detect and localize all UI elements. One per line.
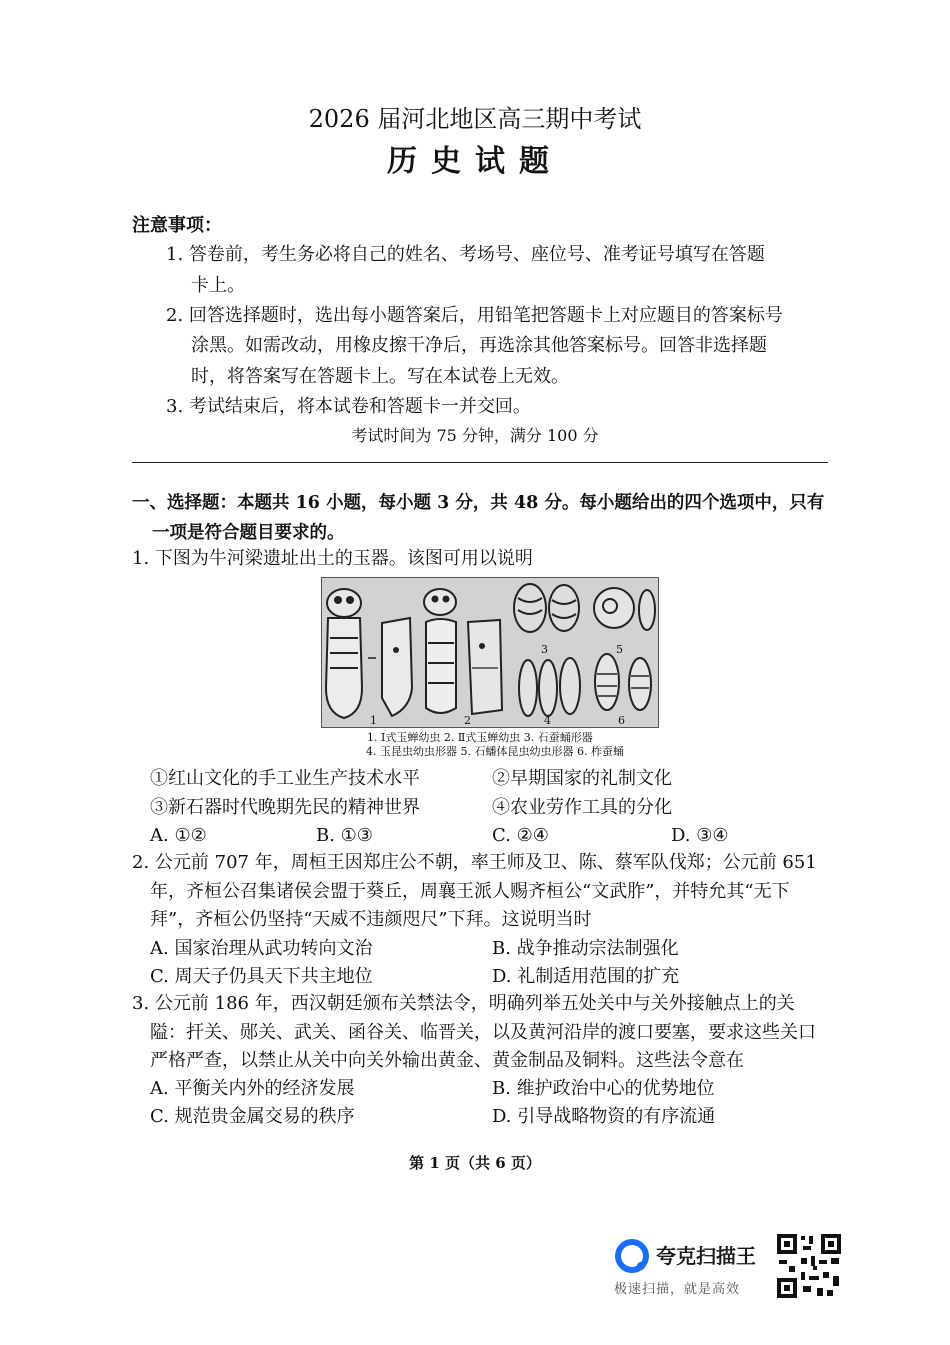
q1-statement: ③新石器时代晚期先民的精神世界 [150,797,420,818]
figure-caption: 4. 玉昆虫幼虫形器 5. 石蟠体昆虫幼虫形器 6. 柞蚕蛹 [366,745,624,758]
q3-stem-line: 严格严查，以禁止从关中向关外输出黄金、黄金制品及铜料。这些法令意在 [150,1050,744,1071]
notice-line: 1. 答卷前，考生务必将自己的姓名、考场号、座位号、准考证号填写在答题 [166,244,765,265]
q2-stem-line: 年，齐桓公召集诸侯会盟于葵丘，周襄王派人赐齐桓公“文武胙”，并特允其“无下 [150,881,790,902]
quark-logo-icon [614,1238,650,1274]
figure-caption: 1. Ⅰ式玉蝉幼虫 2. Ⅱ式玉蝉幼虫 3. 石蚕蛹形器 [367,731,593,744]
figure-number: 2 [464,714,471,727]
subject-title: 历史试题 [387,144,563,179]
divider [132,462,828,463]
notice-heading: 注意事项： [132,215,222,236]
figure-number: 5 [616,643,623,656]
section-heading: 一项是符合题目要求的。 [152,523,345,543]
figure-number: 3 [541,643,548,656]
jade-artifacts-illustration [322,578,658,727]
notice-line: 时，将答案写在答题卡上。写在本试卷上无效。 [191,366,569,387]
figure-number: 6 [618,714,625,727]
q2-stem-line: 拜”，齐桓公仍坚持“天威不违颜咫尺”下拜。这说明当时 [150,909,592,930]
q1-option-c: C. ②④ [492,825,549,846]
notice-line: 3. 考试结束后，将本试卷和答题卡一并交回。 [166,396,531,417]
notice-line: 卡上。 [191,275,245,296]
q1-statement: ④农业劳作工具的分化 [492,797,672,818]
jade-artifacts-figure [321,577,659,728]
q1-statement: ①红山文化的手工业生产技术水平 [150,768,420,789]
q3-option-a: A. 平衡关内外的经济发展 [150,1078,355,1099]
q3-option-c: C. 规范贵金属交易的秩序 [150,1106,355,1127]
q2-option-c: C. 周天子仍具天下共主地位 [150,966,373,987]
figure-number: 4 [544,714,551,727]
q2-option-d: D. 礼制适用范围的扩充 [492,966,680,987]
q1-option-a: A. ①② [150,825,207,846]
brand-name: 夸克扫描王 [656,1244,756,1268]
exam-title: 2026 届河北地区高三期中考试 [308,105,642,133]
q1-statement: ②早期国家的礼制文化 [492,768,672,789]
q3-option-d: D. 引导战略物资的有序流通 [492,1106,716,1127]
notice-line: 涂黑。如需改动，用橡皮擦干净后，再选涂其他答案标号。回答非选择题 [191,335,767,356]
section-heading: 一、选择题：本题共 16 小题，每小题 3 分，共 48 分。每小题给出的四个选项中，只有 [132,493,825,513]
qr-code-icon [775,1232,843,1300]
q2-option-b: B. 战争推动宗法制强化 [492,938,679,959]
q3-option-b: B. 维护政治中心的优势地位 [492,1078,715,1099]
notice-line: 2. 回答选择题时，选出每小题答案后，用铅笔把答题卡上对应题目的答案标号 [166,305,783,326]
q1-stem: 1. 下图为牛河梁遗址出土的玉器。该图可用以说明 [132,548,533,569]
page-number: 第 1 页（共 6 页） [409,1154,541,1172]
figure-number: 1 [370,714,377,727]
q2-stem-line: 2. 公元前 707 年，周桓王因郑庄公不朝，率王师及卫、陈、蔡军队伐郑；公元前 651 [132,852,817,873]
q1-option-d: D. ③④ [671,825,729,846]
brand-slogan: 极速扫描，就是高效 [614,1282,741,1297]
q1-option-b: B. ①③ [316,825,373,846]
qr-code [775,1232,843,1300]
q2-option-a: A. 国家治理从武功转向文治 [150,938,373,959]
q3-stem-line: 隘：扞关、郧关、武关、函谷关、临晋关，以及黄河沿岸的渡口要塞，要求这些关口 [150,1022,816,1043]
exam-info: 考试时间为 75 分钟，满分 100 分 [351,426,599,445]
q3-stem-line: 3. 公元前 186 年，西汉朝廷颁布关禁法令，明确列举五处关中与关外接触点上的关 [132,993,795,1014]
